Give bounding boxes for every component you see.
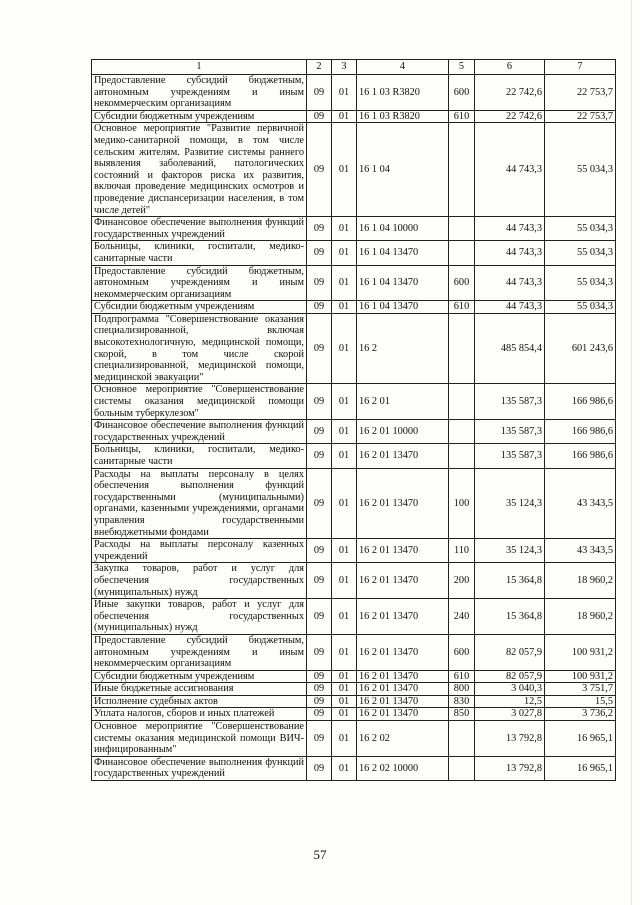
table-row [92, 217, 616, 241]
subsection-code-cell: 01 [332, 301, 357, 314]
subsection-code-cell: 01 [332, 384, 357, 420]
section-code-cell: 09 [307, 599, 332, 635]
target-article-cell: 16 2 02 10000 [357, 756, 449, 780]
amount-year2-cell: 16 965,1 [545, 756, 616, 780]
target-article-cell: 16 1 04 13470 [357, 241, 449, 265]
amount-year2-cell: 166 986,6 [545, 444, 616, 468]
section-code-cell: 09 [307, 301, 332, 314]
subsection-code-cell: 01 [332, 721, 357, 757]
target-article-cell: 16 2 01 13470 [357, 670, 449, 683]
row-name-cell: Предоставление субсидий бюджетным, автономным учреждениям и иным некоммерческим организациям [92, 75, 307, 111]
subsection-code-cell: 01 [332, 708, 357, 721]
table-row [92, 599, 616, 635]
subsection-code-cell: 01 [332, 670, 357, 683]
subsection-code-cell: 01 [332, 683, 357, 696]
table-row [92, 420, 616, 444]
amount-year1-cell: 44 743,3 [475, 241, 545, 265]
table-row [92, 756, 616, 780]
expense-type-cell [449, 313, 475, 384]
header-cell: 7 [545, 60, 616, 75]
row-name-cell: Иные бюджетные ассигнования [92, 683, 307, 696]
row-name-cell: Больницы, клиники, госпитали, медико-санитарные части [92, 444, 307, 468]
row-name-cell: Субсидии бюджетным учреждениям [92, 301, 307, 314]
header-cell: 1 [92, 60, 307, 75]
section-code-cell: 09 [307, 384, 332, 420]
subsection-code-cell: 01 [332, 110, 357, 123]
amount-year2-cell: 100 931,2 [545, 670, 616, 683]
amount-year2-cell: 3 736,2 [545, 708, 616, 721]
amount-year1-cell: 3 040,3 [475, 683, 545, 696]
amount-year2-cell: 3 751,7 [545, 683, 616, 696]
amount-year1-cell: 44 743,3 [475, 265, 545, 301]
table-row [92, 468, 616, 539]
page-edge [631, 0, 632, 905]
header-cell: 5 [449, 60, 475, 75]
amount-year1-cell: 3 027,8 [475, 708, 545, 721]
header-cell: 2 [307, 60, 332, 75]
amount-year1-cell: 13 792,8 [475, 721, 545, 757]
section-code-cell: 09 [307, 634, 332, 670]
row-name-cell: Подпрограмма "Совершенствование оказания специализированной, включая высокотехнологичную, медицинской помощи, скорой, в том числе скорой специализированной, медицинской помощи, медицинской эвакуации" [92, 313, 307, 384]
row-name-cell: Основное мероприятие "Совершенствование системы оказания медицинской помощи ВИЧ-инфицированным" [92, 721, 307, 757]
target-article-cell: 16 2 01 13470 [357, 563, 449, 599]
table-body [92, 60, 616, 781]
expense-type-cell: 240 [449, 599, 475, 635]
amount-year1-cell: 44 743,3 [475, 301, 545, 314]
amount-year1-cell: 135 587,3 [475, 444, 545, 468]
table-row [92, 313, 616, 384]
table-row [92, 563, 616, 599]
table-row [92, 708, 616, 721]
row-name-cell: Закупка товаров, работ и услуг для обеспечения государственных (муниципальных) нужд [92, 563, 307, 599]
row-name-cell: Основное мероприятие "Совершенствование системы оказания медицинской помощи больным туберкулезом" [92, 384, 307, 420]
section-code-cell: 09 [307, 683, 332, 696]
table-header-row [92, 60, 616, 75]
target-article-cell: 16 1 03 R3820 [357, 110, 449, 123]
subsection-code-cell: 01 [332, 313, 357, 384]
expense-type-cell: 110 [449, 539, 475, 563]
section-code-cell: 09 [307, 265, 332, 301]
section-code-cell: 09 [307, 695, 332, 708]
amount-year2-cell: 18 960,2 [545, 563, 616, 599]
amount-year2-cell: 22 753,7 [545, 75, 616, 111]
section-code-cell: 09 [307, 563, 332, 599]
section-code-cell: 09 [307, 721, 332, 757]
amount-year1-cell: 15 364,8 [475, 599, 545, 635]
row-name-cell: Предоставление субсидий бюджетным, автономным учреждениям и иным некоммерческим организациям [92, 265, 307, 301]
expense-type-cell [449, 721, 475, 757]
row-name-cell: Уплата налогов, сборов и иных платежей [92, 708, 307, 721]
row-name-cell: Основное мероприятие "Развитие первичной медико-санитарной помощи, в том числе сельским жителям. Развитие системы раннего выявления заболеваний, патологических состояний и факторов риска их развития, включая проведение медицинских осмотров и проведение диспансеризации населения, в том числе детей" [92, 123, 307, 217]
expense-type-cell [449, 241, 475, 265]
amount-year1-cell: 35 124,3 [475, 539, 545, 563]
row-name-cell: Расходы на выплаты персоналу в целях обеспечения выполнения функций государственными (муниципальными) органами, казенными учреждениями, органами управления государственными внебюджетными фондами [92, 468, 307, 539]
row-name-cell: Исполнение судебных актов [92, 695, 307, 708]
amount-year1-cell: 44 743,3 [475, 217, 545, 241]
subsection-code-cell: 01 [332, 420, 357, 444]
expense-type-cell: 830 [449, 695, 475, 708]
row-name-cell: Финансовое обеспечение выполнения функций государственных учреждений [92, 756, 307, 780]
amount-year1-cell: 22 742,6 [475, 75, 545, 111]
expense-type-cell: 100 [449, 468, 475, 539]
table-row [92, 265, 616, 301]
row-name-cell: Финансовое обеспечение выполнения функций государственных учреждений [92, 217, 307, 241]
subsection-code-cell: 01 [332, 265, 357, 301]
subsection-code-cell: 01 [332, 539, 357, 563]
target-article-cell: 16 1 04 13470 [357, 301, 449, 314]
row-name-cell: Иные закупки товаров, работ и услуг для обеспечения государственных (муниципальных) нужд [92, 599, 307, 635]
table-row [92, 683, 616, 696]
amount-year1-cell: 82 057,9 [475, 634, 545, 670]
table-row [92, 241, 616, 265]
section-code-cell: 09 [307, 110, 332, 123]
subsection-code-cell: 01 [332, 563, 357, 599]
amount-year2-cell: 43 343,5 [545, 468, 616, 539]
target-article-cell: 16 2 01 13470 [357, 539, 449, 563]
amount-year1-cell: 44 743,3 [475, 123, 545, 217]
expense-type-cell [449, 756, 475, 780]
amount-year2-cell: 43 343,5 [545, 539, 616, 563]
table-row [92, 75, 616, 111]
section-code-cell: 09 [307, 75, 332, 111]
amount-year1-cell: 82 057,9 [475, 670, 545, 683]
header-cell: 3 [332, 60, 357, 75]
expense-type-cell: 850 [449, 708, 475, 721]
amount-year2-cell: 18 960,2 [545, 599, 616, 635]
header-cell: 6 [475, 60, 545, 75]
target-article-cell: 16 2 01 13470 [357, 468, 449, 539]
expense-type-cell: 600 [449, 634, 475, 670]
table-row [92, 301, 616, 314]
subsection-code-cell: 01 [332, 695, 357, 708]
subsection-code-cell: 01 [332, 444, 357, 468]
amount-year2-cell: 166 986,6 [545, 420, 616, 444]
target-article-cell: 16 2 01 13470 [357, 683, 449, 696]
subsection-code-cell: 01 [332, 634, 357, 670]
target-article-cell: 16 1 04 10000 [357, 217, 449, 241]
amount-year2-cell: 55 034,3 [545, 301, 616, 314]
subsection-code-cell: 01 [332, 468, 357, 539]
amount-year2-cell: 100 931,2 [545, 634, 616, 670]
section-code-cell: 09 [307, 313, 332, 384]
amount-year1-cell: 22 742,6 [475, 110, 545, 123]
section-code-cell: 09 [307, 539, 332, 563]
target-article-cell: 16 2 [357, 313, 449, 384]
expense-type-cell [449, 384, 475, 420]
amount-year1-cell: 135 587,3 [475, 420, 545, 444]
amount-year1-cell: 15 364,8 [475, 563, 545, 599]
expense-type-cell [449, 217, 475, 241]
amount-year1-cell: 13 792,8 [475, 756, 545, 780]
expense-type-cell: 610 [449, 670, 475, 683]
table-row [92, 123, 616, 217]
row-name-cell: Предоставление субсидий бюджетным, автономным учреждениям и иным некоммерческим организациям [92, 634, 307, 670]
table-row [92, 721, 616, 757]
expense-type-cell [449, 123, 475, 217]
amount-year2-cell: 22 753,7 [545, 110, 616, 123]
amount-year2-cell: 55 034,3 [545, 123, 616, 217]
table-row [92, 384, 616, 420]
section-code-cell: 09 [307, 217, 332, 241]
row-name-cell: Больницы, клиники, госпитали, медико-санитарные части [92, 241, 307, 265]
table-row [92, 110, 616, 123]
amount-year1-cell: 35 124,3 [475, 468, 545, 539]
amount-year2-cell: 16 965,1 [545, 721, 616, 757]
amount-year2-cell: 55 034,3 [545, 217, 616, 241]
table-row [92, 444, 616, 468]
subsection-code-cell: 01 [332, 217, 357, 241]
section-code-cell: 09 [307, 756, 332, 780]
row-name-cell: Расходы на выплаты персоналу казенных учреждений [92, 539, 307, 563]
table-row [92, 539, 616, 563]
expense-type-cell: 200 [449, 563, 475, 599]
target-article-cell: 16 1 03 R3820 [357, 75, 449, 111]
amount-year2-cell: 601 243,6 [545, 313, 616, 384]
expense-type-cell: 610 [449, 110, 475, 123]
target-article-cell: 16 1 04 13470 [357, 265, 449, 301]
amount-year2-cell: 55 034,3 [545, 241, 616, 265]
target-article-cell: 16 2 01 [357, 384, 449, 420]
amount-year2-cell: 55 034,3 [545, 265, 616, 301]
amount-year1-cell: 485 854,4 [475, 313, 545, 384]
subsection-code-cell: 01 [332, 75, 357, 111]
row-name-cell: Субсидии бюджетным учреждениям [92, 110, 307, 123]
subsection-code-cell: 01 [332, 599, 357, 635]
target-article-cell: 16 2 01 13470 [357, 695, 449, 708]
amount-year1-cell: 12,5 [475, 695, 545, 708]
section-code-cell: 09 [307, 241, 332, 265]
section-code-cell: 09 [307, 468, 332, 539]
expense-type-cell: 800 [449, 683, 475, 696]
section-code-cell: 09 [307, 708, 332, 721]
expense-type-cell: 600 [449, 75, 475, 111]
table-row [92, 634, 616, 670]
section-code-cell: 09 [307, 420, 332, 444]
target-article-cell: 16 2 01 13470 [357, 634, 449, 670]
subsection-code-cell: 01 [332, 241, 357, 265]
expense-type-cell: 610 [449, 301, 475, 314]
expense-type-cell [449, 420, 475, 444]
page-number: 57 [313, 847, 327, 862]
table-row [92, 695, 616, 708]
amount-year2-cell: 15,5 [545, 695, 616, 708]
section-code-cell: 09 [307, 670, 332, 683]
amount-year1-cell: 135 587,3 [475, 384, 545, 420]
target-article-cell: 16 2 01 13470 [357, 599, 449, 635]
expense-type-cell [449, 444, 475, 468]
amount-year2-cell: 166 986,6 [545, 384, 616, 420]
section-code-cell: 09 [307, 444, 332, 468]
subsection-code-cell: 01 [332, 123, 357, 217]
expense-type-cell: 600 [449, 265, 475, 301]
table-row [92, 670, 616, 683]
row-name-cell: Субсидии бюджетным учреждениям [92, 670, 307, 683]
subsection-code-cell: 01 [332, 756, 357, 780]
target-article-cell: 16 2 01 10000 [357, 420, 449, 444]
section-code-cell: 09 [307, 123, 332, 217]
budget-table [91, 59, 616, 781]
header-cell: 4 [357, 60, 449, 75]
target-article-cell: 16 2 02 [357, 721, 449, 757]
target-article-cell: 16 2 01 13470 [357, 708, 449, 721]
target-article-cell: 16 1 04 [357, 123, 449, 217]
target-article-cell: 16 2 01 13470 [357, 444, 449, 468]
row-name-cell: Финансовое обеспечение выполнения функций государственных учреждений [92, 420, 307, 444]
